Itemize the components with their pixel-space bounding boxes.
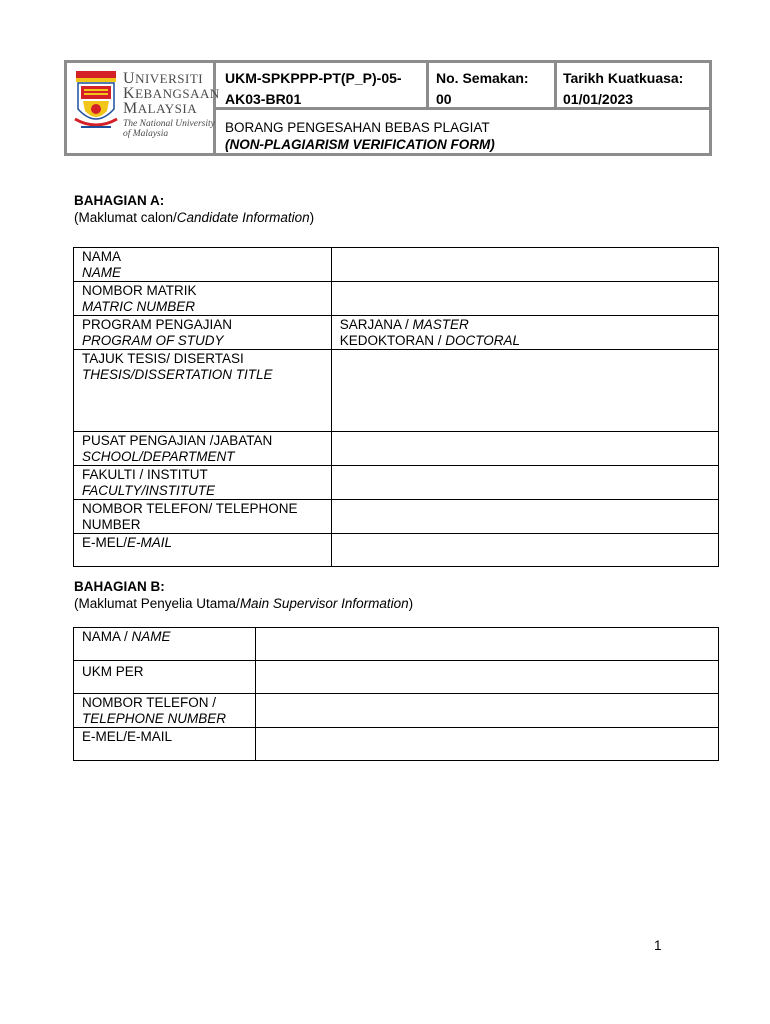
- name-label: NAMA NAME: [74, 248, 332, 282]
- university-name: UNIVERSITI KEBANGSAAN MALAYSIA The National University of Malaysia: [123, 70, 220, 139]
- school-label: PUSAT PENGAJIAN /JABATAN SCHOOL/DEPARTMENT: [74, 432, 332, 466]
- table-row: [74, 500, 719, 534]
- email-label: E-MEL/E-MAIL: [74, 534, 332, 567]
- supervisor-name-field[interactable]: [255, 628, 718, 661]
- table-row: [74, 661, 719, 694]
- section-b-heading: BAHAGIAN B:: [74, 579, 165, 594]
- revision-number: No. Semakan: 00: [429, 63, 557, 110]
- thesis-title-label: TAJUK TESIS/ DISERTASI THESIS/DISSERTATION TITLE: [74, 350, 332, 432]
- ukmper-field[interactable]: [255, 661, 718, 694]
- supervisor-info-table: [73, 627, 719, 761]
- faculty-value-field[interactable]: [331, 466, 718, 500]
- table-row: [74, 728, 719, 761]
- form-code: UKM-SPKPPP-PT(P_P)-05- AK03-BR01: [216, 63, 429, 110]
- table-row: [74, 350, 719, 432]
- ukmper-label: UKM PER: [74, 661, 256, 694]
- table-row: [74, 248, 719, 282]
- supervisor-phone-label: NOMBOR TELEFON / TELEPHONE NUMBER: [74, 694, 256, 728]
- program-options[interactable]: SARJANA / MASTER KEDOKTORAN / DOCTORAL: [331, 316, 718, 350]
- university-crest-icon: [73, 69, 119, 135]
- supervisor-name-label: NAMA / NAME: [74, 628, 256, 661]
- section-b-subtitle: (Maklumat Penyelia Utama/Main Supervisor Information): [74, 596, 414, 611]
- effective-date: Tarikh Kuatkuasa: 01/01/2023: [557, 63, 709, 110]
- thesis-title-field[interactable]: [331, 350, 718, 432]
- supervisor-email-label: E-MEL/E-MAIL: [74, 728, 256, 761]
- name-value-field[interactable]: [331, 248, 718, 282]
- tagline-2: of Malaysia: [123, 129, 169, 139]
- section-a-subtitle: (Maklumat calon/Candidate Information): [74, 210, 315, 225]
- matric-label: NOMBOR MATRIK MATRIC NUMBER: [74, 282, 332, 316]
- table-row: [74, 316, 719, 350]
- faculty-label: FAKULTI / INSTITUT FACULTY/INSTITUTE: [74, 466, 332, 500]
- school-value-field[interactable]: [331, 432, 718, 466]
- table-row: [74, 282, 719, 316]
- candidate-info-table: [73, 247, 719, 567]
- supervisor-email-field[interactable]: [255, 728, 718, 761]
- phone-value-field[interactable]: [331, 500, 718, 534]
- table-row: [74, 432, 719, 466]
- matric-value-field[interactable]: [331, 282, 718, 316]
- table-row: [74, 628, 719, 661]
- supervisor-phone-field[interactable]: [255, 694, 718, 728]
- form-title: BORANG PENGESAHAN BEBAS PLAGIAT (NON-PLAGIARISM VERIFICATION FORM): [225, 120, 495, 152]
- phone-label: NOMBOR TELEFON/ TELEPHONE NUMBER: [74, 500, 332, 534]
- email-value-field[interactable]: [331, 534, 718, 567]
- program-label: PROGRAM PENGAJIAN PROGRAM OF STUDY: [74, 316, 332, 350]
- table-row: [74, 534, 719, 567]
- table-row: [74, 466, 719, 500]
- document-header: [64, 60, 712, 156]
- logo-cell: [67, 63, 220, 153]
- table-row: [74, 694, 719, 728]
- page-number: 1: [654, 938, 662, 953]
- tagline-1: The National University: [123, 119, 215, 129]
- section-a-heading: BAHAGIAN A:: [74, 193, 165, 208]
